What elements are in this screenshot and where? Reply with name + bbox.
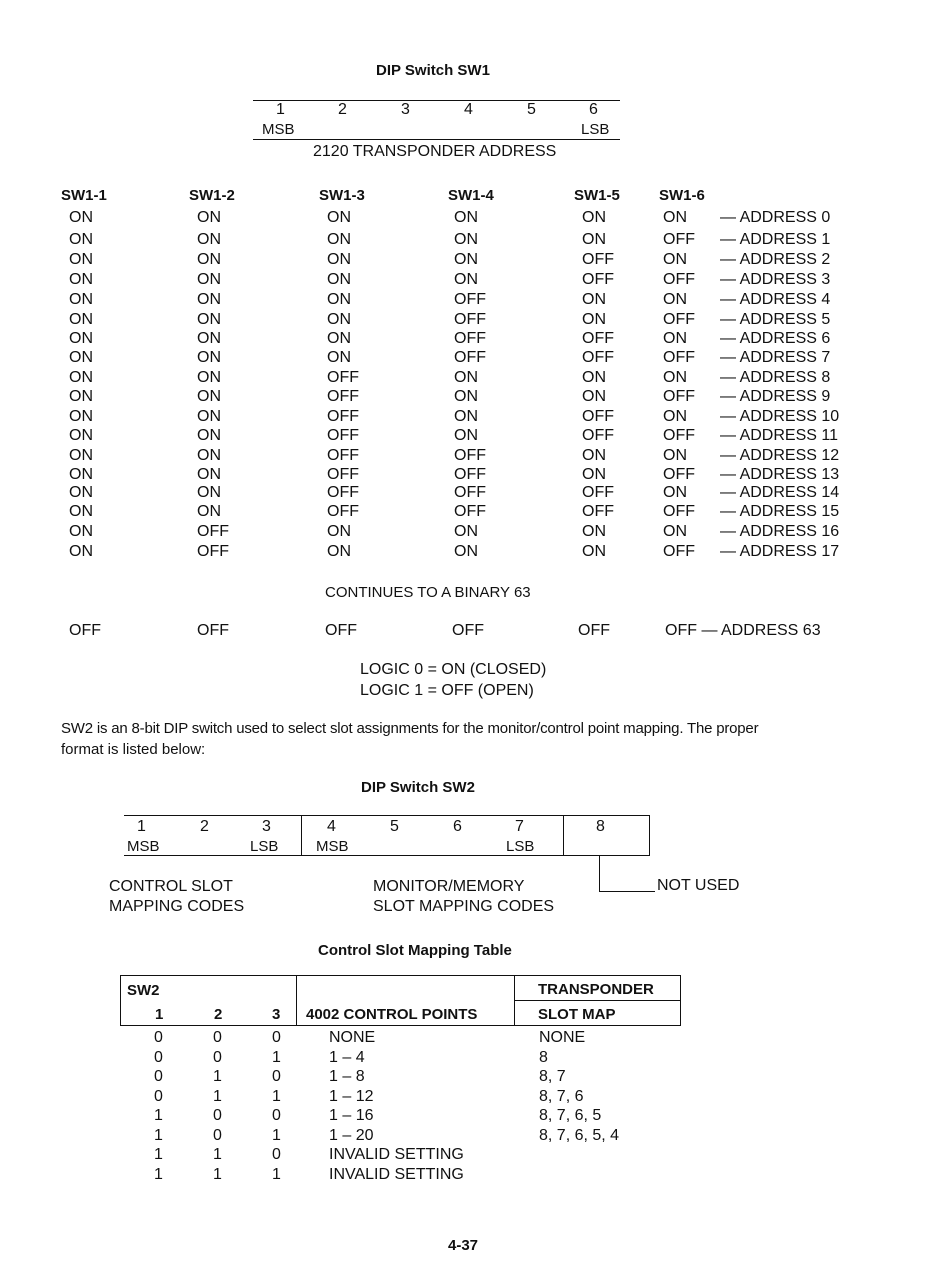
bit-header: 1 — [155, 1006, 164, 1023]
switch-state: ON — [663, 291, 687, 308]
address-label: — ADDRESS 8 — [720, 369, 831, 386]
bit-value: 0 — [213, 1127, 222, 1144]
switch-state: OFF — [454, 291, 486, 308]
switch-state: ON — [197, 484, 221, 501]
switch-state: ON — [197, 311, 221, 328]
switch-state: OFF — [454, 330, 486, 347]
bit-value: 1 — [213, 1088, 222, 1105]
sw1-header-2: SW1-2 — [189, 187, 235, 204]
switch-state: ON — [197, 330, 221, 347]
switch-state: OFF — [327, 484, 359, 501]
switch-state: OFF — [454, 349, 486, 366]
sw1-title: DIP Switch SW1 — [376, 62, 490, 79]
control-points-value: INVALID SETTING — [329, 1166, 464, 1183]
bit-value: 1 — [213, 1068, 222, 1085]
switch-state: ON — [69, 427, 93, 444]
monitor-slot-label: MONITOR/MEMORY — [373, 878, 525, 895]
bit-value: 1 — [272, 1049, 281, 1066]
switch-state: ON — [454, 388, 478, 405]
switch-state: OFF — [663, 388, 695, 405]
switch-state: OFF — [454, 447, 486, 464]
switch-state: OFF — [663, 311, 695, 328]
slot-map-value: 8, 7, 6, 5, 4 — [539, 1127, 620, 1144]
not-used-leader — [599, 856, 600, 891]
sw1-top-rule — [253, 100, 620, 101]
description-line-1: SW2 is an 8-bit DIP switch used to select slot assignments for the monitor/control point mapping. The proper — [61, 720, 759, 737]
switch-state: ON — [327, 291, 351, 308]
sw1-last-cell: OFF — [325, 622, 357, 639]
switch-state: ON — [582, 369, 606, 386]
switch-state: ON — [197, 466, 221, 483]
sw2-lsb-label: LSB — [506, 838, 535, 855]
bit-value: 0 — [213, 1029, 222, 1046]
address-label: — ADDRESS 14 — [720, 484, 840, 501]
switch-state: OFF — [327, 369, 359, 386]
not-used-leader — [599, 891, 655, 892]
address-label: — ADDRESS 15 — [720, 503, 840, 520]
switch-state: ON — [69, 369, 93, 386]
sw2-msb-label: MSB — [316, 838, 349, 855]
bit-value: 0 — [154, 1068, 163, 1085]
control-points-value: 1 – 16 — [329, 1107, 374, 1124]
switch-state: ON — [327, 251, 351, 268]
switch-state: ON — [582, 291, 606, 308]
switch-state: ON — [454, 251, 478, 268]
sw1-header-6: SW1-6 — [659, 187, 705, 204]
bit-value: 1 — [154, 1127, 163, 1144]
switch-state: OFF — [582, 271, 614, 288]
sw1-pos-4: 4 — [464, 101, 473, 118]
sw2-pos-8: 8 — [596, 818, 605, 835]
monitor-slot-label: SLOT MAPPING CODES — [373, 898, 555, 915]
switch-state: ON — [69, 447, 93, 464]
switch-state: OFF — [582, 349, 614, 366]
bit-value: 0 — [272, 1068, 281, 1085]
sw1-caption: 2120 TRANSPONDER ADDRESS — [313, 143, 557, 160]
switch-state: ON — [327, 271, 351, 288]
switch-state: ON — [582, 388, 606, 405]
sw2-pos-2: 2 — [200, 818, 209, 835]
bit-value: 0 — [272, 1146, 281, 1163]
switch-state: OFF — [327, 427, 359, 444]
logic-0-legend: LOGIC 0 = ON (CLOSED) — [360, 661, 547, 678]
switch-state: ON — [69, 349, 93, 366]
switch-state: ON — [197, 408, 221, 425]
switch-state: ON — [69, 484, 93, 501]
page-number: 4-37 — [448, 1237, 479, 1254]
address-label: — ADDRESS 9 — [720, 388, 831, 405]
switch-state: ON — [582, 523, 606, 540]
sw1-pos-5: 5 — [527, 101, 536, 118]
switch-state: ON — [327, 311, 351, 328]
switch-state: ON — [69, 251, 93, 268]
control-points-value: INVALID SETTING — [329, 1146, 464, 1163]
sw1-last-cell: OFF — [69, 622, 101, 639]
control-points-value: 1 – 20 — [329, 1127, 374, 1144]
slot-map-value: NONE — [539, 1029, 586, 1046]
bit-value: 0 — [213, 1049, 222, 1066]
switch-state: ON — [582, 543, 606, 560]
switch-state: ON — [663, 369, 687, 386]
switch-state: ON — [454, 523, 478, 540]
switch-state: OFF — [663, 503, 695, 520]
switch-state: OFF — [582, 503, 614, 520]
sw2-divider — [563, 815, 564, 856]
bit-value: 1 — [272, 1166, 281, 1183]
sw1-pos-1: 1 — [276, 101, 285, 118]
switch-state: ON — [69, 543, 93, 560]
switch-state: ON — [454, 271, 478, 288]
switch-state: ON — [197, 231, 221, 248]
bit-value: 0 — [213, 1107, 222, 1124]
mapping-header-rule — [514, 1000, 681, 1001]
sw1-last-cell: OFF — ADDRESS 63 — [665, 622, 821, 639]
switch-state: ON — [454, 408, 478, 425]
address-label: — ADDRESS 7 — [720, 349, 831, 366]
bit-value: 1 — [154, 1146, 163, 1163]
bit-header: 3 — [272, 1006, 281, 1023]
sw2-top-rule — [124, 815, 650, 816]
switch-state: ON — [327, 543, 351, 560]
bit-value: 1 — [272, 1088, 281, 1105]
switch-state: ON — [582, 447, 606, 464]
control-slot-label: MAPPING CODES — [109, 898, 245, 915]
control-slot-label: CONTROL SLOT — [109, 878, 233, 895]
bit-value: 0 — [272, 1107, 281, 1124]
sw2-bottom-rule — [124, 855, 650, 856]
switch-state: ON — [582, 209, 606, 226]
switch-state: ON — [327, 523, 351, 540]
address-label: — ADDRESS 2 — [720, 251, 831, 268]
switch-state: ON — [69, 311, 93, 328]
sw1-pos-2: 2 — [338, 101, 347, 118]
sw1-last-cell: OFF — [197, 622, 229, 639]
mapping-table-title: Control Slot Mapping Table — [318, 942, 512, 959]
switch-state: ON — [663, 447, 687, 464]
sw2-column-label: SW2 — [127, 982, 160, 999]
switch-state: OFF — [454, 466, 486, 483]
address-label: — ADDRESS 10 — [720, 408, 840, 425]
switch-state: ON — [197, 271, 221, 288]
switch-state: ON — [454, 209, 478, 226]
switch-state: OFF — [663, 349, 695, 366]
bit-value: 0 — [154, 1088, 163, 1105]
switch-state: ON — [69, 231, 93, 248]
slot-map-value: 8 — [539, 1049, 548, 1066]
switch-state: OFF — [327, 408, 359, 425]
sw1-pos-3: 3 — [401, 101, 410, 118]
sw1-lsb-label: LSB — [581, 121, 610, 138]
address-label: — ADDRESS 13 — [720, 466, 840, 483]
switch-state: ON — [197, 447, 221, 464]
switch-state: OFF — [454, 311, 486, 328]
switch-state: OFF — [663, 543, 695, 560]
switch-state: OFF — [327, 503, 359, 520]
switch-state: ON — [663, 251, 687, 268]
switch-state: ON — [582, 231, 606, 248]
switch-state: ON — [663, 484, 687, 501]
switch-state: ON — [582, 311, 606, 328]
switch-state: ON — [454, 427, 478, 444]
bit-value: 0 — [154, 1029, 163, 1046]
not-used-label: NOT USED — [657, 877, 740, 894]
switch-state: ON — [663, 408, 687, 425]
bit-value: 1 — [272, 1127, 281, 1144]
address-label: — ADDRESS 16 — [720, 523, 840, 540]
sw2-title: DIP Switch SW2 — [361, 779, 475, 796]
switch-state: ON — [663, 523, 687, 540]
slot-map-header: SLOT MAP — [538, 1006, 616, 1023]
switch-state: OFF — [663, 271, 695, 288]
bit-value: 1 — [213, 1166, 222, 1183]
address-label: — ADDRESS 0 — [720, 209, 831, 226]
sw1-header-3: SW1-3 — [319, 187, 365, 204]
switch-state: ON — [197, 349, 221, 366]
address-label: — ADDRESS 4 — [720, 291, 831, 308]
switch-state: ON — [327, 349, 351, 366]
switch-state: OFF — [197, 543, 229, 560]
switch-state: OFF — [663, 231, 695, 248]
switch-state: ON — [69, 291, 93, 308]
switch-state: OFF — [582, 408, 614, 425]
switch-state: ON — [663, 209, 687, 226]
control-points-value: 1 – 4 — [329, 1049, 365, 1066]
switch-state: OFF — [327, 447, 359, 464]
switch-state: ON — [197, 251, 221, 268]
sw2-pos-4: 4 — [327, 818, 336, 835]
switch-state: OFF — [454, 484, 486, 501]
transponder-header: TRANSPONDER — [538, 981, 654, 998]
bit-value: 1 — [154, 1107, 163, 1124]
sw1-header-5: SW1-5 — [574, 187, 620, 204]
sw1-bottom-rule — [253, 139, 620, 140]
switch-state: ON — [69, 503, 93, 520]
address-label: — ADDRESS 5 — [720, 311, 831, 328]
switch-state: ON — [69, 330, 93, 347]
address-label: — ADDRESS 11 — [720, 427, 838, 444]
address-label: — ADDRESS 3 — [720, 271, 831, 288]
switch-state: ON — [454, 369, 478, 386]
switch-state: OFF — [582, 251, 614, 268]
address-label: — ADDRESS 17 — [720, 543, 840, 560]
control-points-value: NONE — [329, 1029, 376, 1046]
sw2-pos-5: 5 — [390, 818, 399, 835]
switch-state: ON — [454, 543, 478, 560]
bit-value: 1 — [154, 1166, 163, 1183]
switch-state: OFF — [663, 466, 695, 483]
switch-state: ON — [327, 209, 351, 226]
sw1-pos-6: 6 — [589, 101, 598, 118]
switch-state: OFF — [582, 427, 614, 444]
switch-state: OFF — [663, 427, 695, 444]
sw1-last-cell: OFF — [578, 622, 610, 639]
switch-state: OFF — [327, 466, 359, 483]
sw1-msb-label: MSB — [262, 121, 295, 138]
switch-state: ON — [69, 388, 93, 405]
sw1-header-4: SW1-4 — [448, 187, 494, 204]
switch-state: ON — [69, 271, 93, 288]
switch-state: ON — [327, 330, 351, 347]
sw1-header-1: SW1-1 — [61, 187, 107, 204]
switch-state: ON — [197, 369, 221, 386]
address-label: — ADDRESS 6 — [720, 330, 831, 347]
control-points-value: 1 – 8 — [329, 1068, 365, 1085]
switch-state: ON — [69, 408, 93, 425]
switch-state: OFF — [582, 330, 614, 347]
switch-state: ON — [197, 291, 221, 308]
bit-value: 0 — [154, 1049, 163, 1066]
switch-state: ON — [197, 209, 221, 226]
switch-state: ON — [454, 231, 478, 248]
sw2-pos-1: 1 — [137, 818, 146, 835]
address-label: — ADDRESS 1 — [720, 231, 831, 248]
sw2-right-edge — [649, 815, 650, 856]
switch-state: OFF — [582, 484, 614, 501]
switch-state: ON — [197, 427, 221, 444]
sw2-msb-label: MSB — [127, 838, 160, 855]
switch-state: OFF — [454, 503, 486, 520]
control-points-value: 1 – 12 — [329, 1088, 374, 1105]
switch-state: ON — [327, 231, 351, 248]
slot-map-value: 8, 7, 6 — [539, 1088, 584, 1105]
bit-value: 0 — [272, 1029, 281, 1046]
slot-map-value: 8, 7, 6, 5 — [539, 1107, 602, 1124]
sw2-lsb-label: LSB — [250, 838, 279, 855]
bit-value: 1 — [213, 1146, 222, 1163]
mapping-header-divider — [296, 975, 297, 1026]
switch-state: ON — [197, 503, 221, 520]
sw2-divider — [301, 815, 302, 856]
sw2-pos-3: 3 — [262, 818, 271, 835]
address-label: — ADDRESS 12 — [720, 447, 840, 464]
switch-state: OFF — [197, 523, 229, 540]
switch-state: ON — [69, 523, 93, 540]
sw2-pos-6: 6 — [453, 818, 462, 835]
switch-state: ON — [582, 466, 606, 483]
logic-1-legend: LOGIC 1 = OFF (OPEN) — [360, 682, 534, 699]
sw1-last-cell: OFF — [452, 622, 484, 639]
switch-state: ON — [69, 466, 93, 483]
switch-state: ON — [663, 330, 687, 347]
slot-map-value: 8, 7 — [539, 1068, 566, 1085]
switch-state: ON — [69, 209, 93, 226]
control-points-header: 4002 CONTROL POINTS — [306, 1006, 478, 1023]
sw1-continues-note: CONTINUES TO A BINARY 63 — [325, 584, 531, 601]
bit-header: 2 — [214, 1006, 223, 1023]
sw2-pos-7: 7 — [515, 818, 524, 835]
switch-state: ON — [197, 388, 221, 405]
description-line-2: format is listed below: — [61, 741, 206, 758]
switch-state: OFF — [327, 388, 359, 405]
